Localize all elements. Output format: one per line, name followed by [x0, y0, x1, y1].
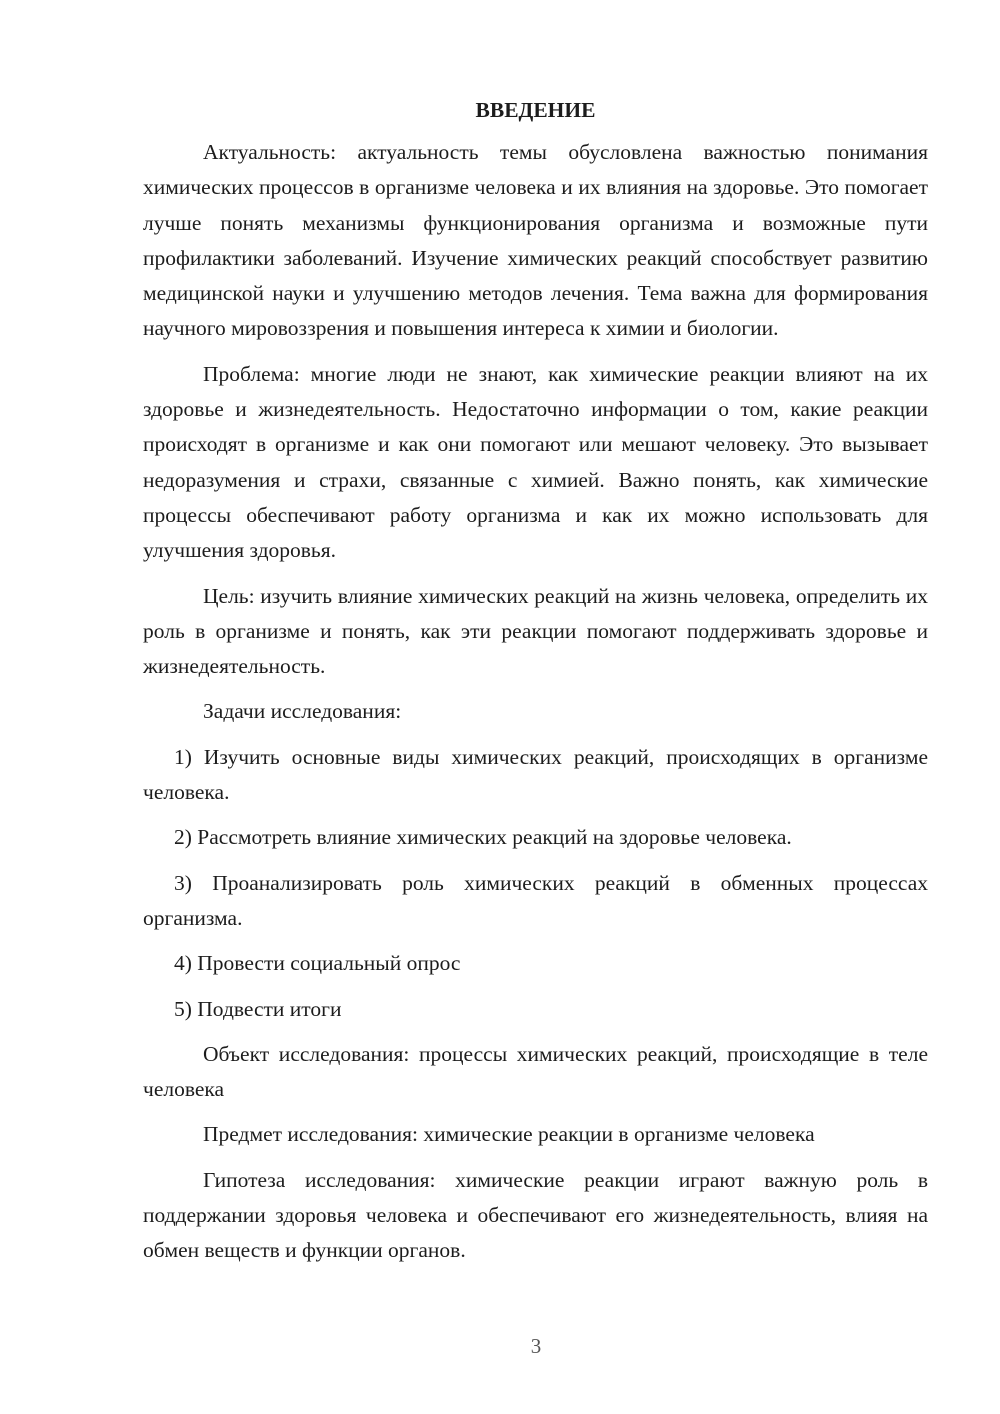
page-title: ВВЕДЕНИЕ: [475, 98, 596, 122]
tasks-heading: Задачи исследования:: [203, 699, 402, 724]
paragraph-goal: Цель: изучить влияние химических реакций на жизнь человека, определить их роль в организме и понять, как эти реакции помогают поддерживать здоровье и жизнедеятельность.: [143, 583, 928, 679]
task-item-5: 5) Подвести итоги: [174, 996, 342, 1021]
paragraph-relevance: Актуальность: актуальность темы обусловлена важностью понимания химических процессов в организме человека и их влияния на здоровье. Это помогает лучше понять механизмы функционирования организма и возможные пути профилактики заболеваний. Изучение химических реакций способствует развитию медицинской науки и улучшению методов лечения. Тема важна для формирования научного мировоззрения и повышения интереса к химии и биологии.: [143, 140, 928, 341]
task-item-2: 2) Рассмотреть влияние химических реакций на здоровье человека.: [174, 825, 792, 850]
task-item-3: 3) Проанализировать роль химических реакций в обменных процессах организма.: [143, 870, 928, 930]
paragraph-problem: Проблема: многие люди не знают, как химические реакции влияют на их здоровье и жизнедеятельность. Недостаточно информации о том, какие реакции происходят в организме и как они помогают или мешают человеку. Это вызывает недоразумения и страхи, связанные с химией. Важно понять, как химические процессы обеспечивают работу организма и как их можно использовать для улучшения здоровья.: [143, 361, 928, 563]
page-content: [143, 95, 928, 1279]
paragraph-hypothesis: Гипотеза исследования: химические реакции играют важную роль в поддержании здоровья человека и обеспечивают его жизнедеятельность, влияя на обмен веществ и функции органов.: [143, 1167, 928, 1263]
task-item-1: 1) Изучить основные виды химических реакций, происходящих в организме человека.: [143, 744, 928, 805]
paragraph-object: Объект исследования: процессы химических реакций, происходящие в теле человека: [143, 1041, 928, 1102]
task-item-4: 4) Провести социальный опрос: [174, 951, 461, 976]
paragraph-subject: Предмет исследования: химические реакции в организме человека: [203, 1122, 815, 1147]
page-number: 3: [530, 1334, 542, 1358]
